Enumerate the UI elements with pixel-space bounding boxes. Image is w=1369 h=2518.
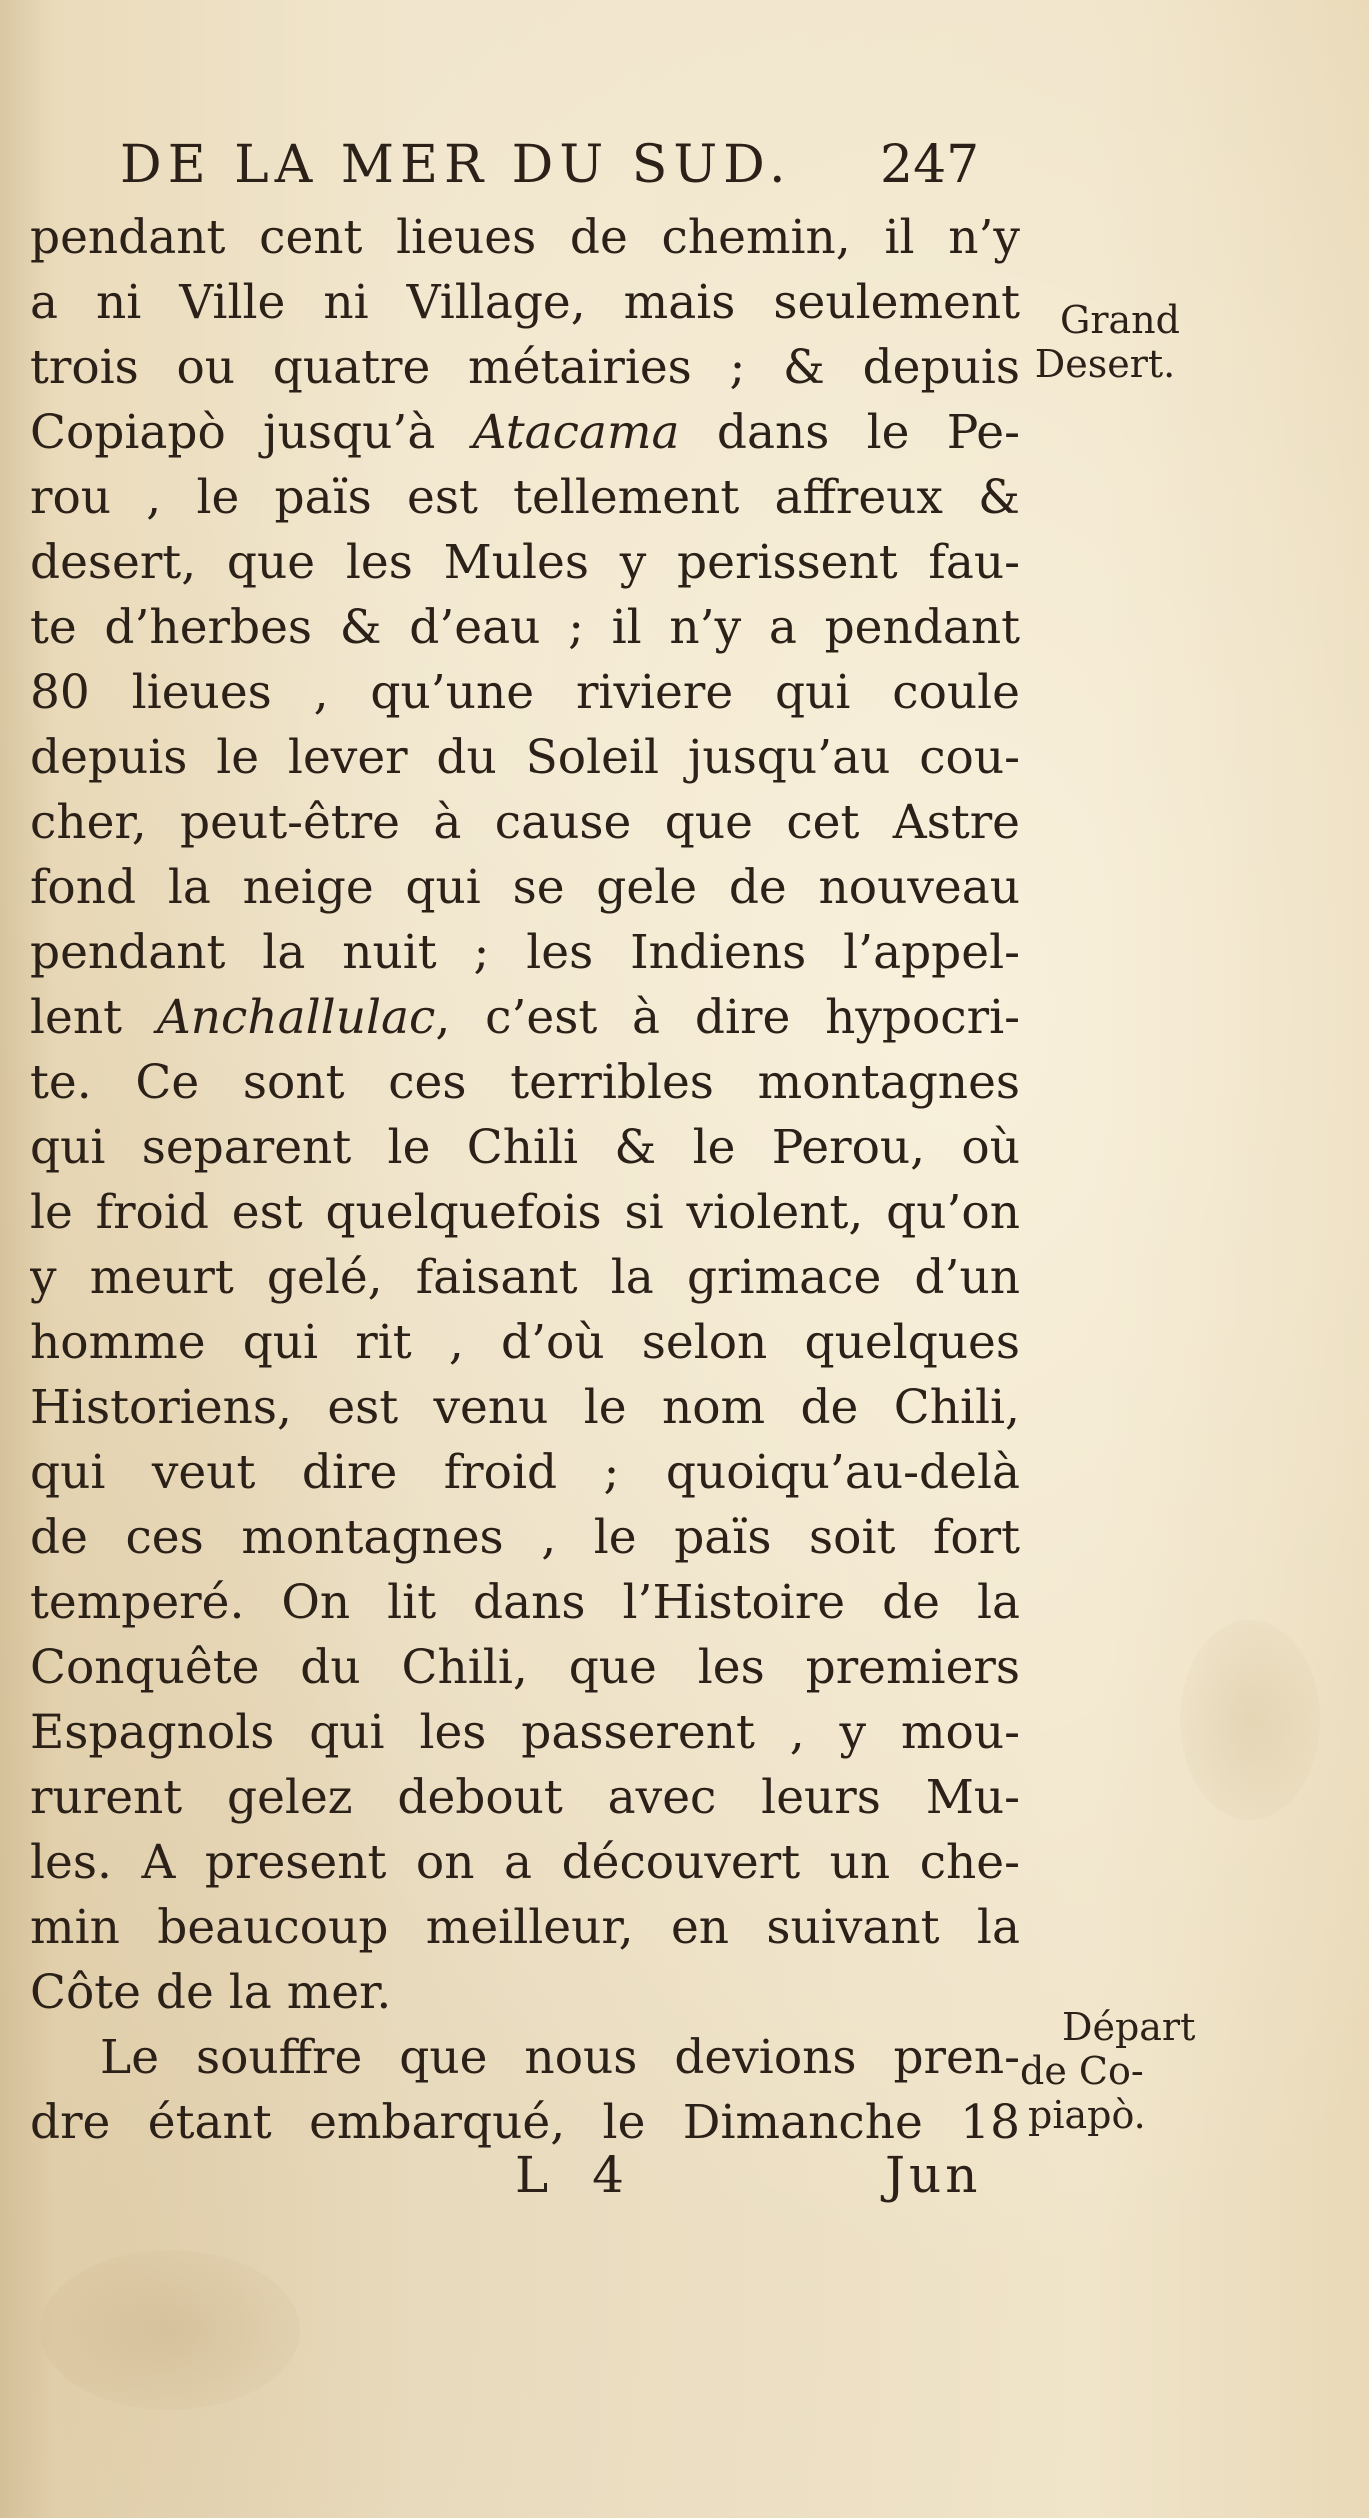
text-segment: de ces montagnes , le païs soit fort: [30, 1510, 1020, 1565]
text-line: [30, 1050, 1020, 1115]
signature-mark: L 4: [515, 2146, 638, 2204]
margin-note-line: de Co-: [1020, 2049, 1144, 2093]
text-line: [30, 1830, 1020, 1895]
margin-note-line: piapò.: [1028, 2093, 1146, 2137]
text-segment: Conquête du Chili, que les premiers: [30, 1640, 1020, 1695]
text-segment: rurent gelez debout avec leurs Mu-: [30, 1770, 1020, 1825]
text-line: [30, 1700, 1020, 1765]
text-segment: a ni Ville ni Village, mais seulement: [30, 275, 1020, 330]
text-line: [30, 985, 1020, 1050]
text-segment: lent: [30, 990, 157, 1045]
text-line: [30, 1245, 1020, 1310]
margin-note-line: Desert.: [1034, 342, 1176, 386]
running-head-title: DE LA MER DU SUD.: [120, 135, 792, 195]
text-segment: , c’est à dire hypocri-: [435, 990, 1020, 1045]
text-segment: 80 lieues , qu’une riviere qui coule: [30, 665, 1020, 720]
text-segment: homme qui rit , d’où selon quelques: [30, 1315, 1020, 1370]
text-segment: cher, peut-être à cause que cet Astre: [30, 795, 1020, 850]
text-segment: desert, que les Mules y perissent fau-: [30, 535, 1020, 590]
margin-note-depart-copiapo: [1020, 2005, 1195, 2137]
text-line: [30, 530, 1020, 595]
text-line: [30, 335, 1020, 400]
page-footer: [0, 2140, 1000, 2210]
paper-stain: [1180, 1620, 1320, 1820]
catchword: Jun: [885, 2146, 982, 2204]
text-line: [30, 920, 1020, 985]
text-line: [30, 1440, 1020, 1505]
text-segment: pendant la nuit ; les Indiens l’appel-: [30, 925, 1020, 980]
text-line: [30, 1895, 1020, 1960]
text-line: [30, 1115, 1020, 1180]
margin-note-grand-desert: [1030, 298, 1180, 386]
text-segment: temperé. On lit dans l’Histoire de la: [30, 1575, 1020, 1630]
text-line: [30, 1180, 1020, 1245]
text-segment: trois ou quatre métairies ; & depuis: [30, 340, 1020, 395]
text-segment: te d’herbes & d’eau ; il n’y a pendant: [30, 600, 1020, 655]
text-segment: le froid est quelquefois si violent, qu’on: [30, 1185, 1020, 1240]
text-line: [30, 595, 1020, 660]
running-head: [0, 130, 1000, 200]
text-segment: Le souffre que nous devions pren-: [100, 2030, 1020, 2085]
text-segment: depuis le lever du Soleil jusqu’au cou-: [30, 730, 1020, 785]
page-number: 247: [880, 135, 980, 195]
text-line: [30, 205, 1020, 270]
text-line: [30, 1960, 1020, 2025]
text-line: [30, 1635, 1020, 1700]
text-line: [30, 2025, 1020, 2090]
text-segment: rou , le païs est tellement affreux &: [30, 470, 1020, 525]
text-line: [30, 1310, 1020, 1375]
text-segment: Espagnols qui les passerent , y mou-: [30, 1705, 1020, 1760]
text-segment: fond la neige qui se gele de nouveau: [30, 860, 1020, 915]
text-segment: dans le Pe-: [679, 405, 1020, 460]
text-segment: dre étant embarqué, le Dimanche 18: [30, 2095, 1020, 2150]
text-segment: Atacama: [472, 405, 680, 460]
text-line: [30, 790, 1020, 855]
text-segment: les. A present on a découvert un che-: [30, 1835, 1020, 1890]
text-segment: te. Ce sont ces terribles montagnes: [30, 1055, 1020, 1110]
margin-note-line: Départ: [1062, 2005, 1196, 2049]
text-segment: pendant cent lieues de chemin, il n’y: [30, 210, 1020, 265]
text-line: [30, 855, 1020, 920]
paper-stain: [40, 2250, 300, 2410]
text-line: [30, 465, 1020, 530]
text-line: [30, 1570, 1020, 1635]
margin-note-line: Grand: [1060, 298, 1180, 342]
text-segment: Côte de la mer.: [30, 1965, 392, 2020]
text-segment: y meurt gelé, faisant la grimace d’un: [30, 1250, 1020, 1305]
text-line: [30, 1375, 1020, 1440]
text-segment: min beaucoup meilleur, en suivant la: [30, 1900, 1020, 1955]
text-segment: Anchallulac: [156, 990, 436, 1045]
text-line: [30, 1505, 1020, 1570]
text-segment: qui separent le Chili & le Perou, où: [30, 1120, 1020, 1175]
text-line: [30, 1765, 1020, 1830]
text-segment: qui veut dire froid ; quoiqu’au-delà: [30, 1445, 1020, 1500]
text-segment: Copiapò jusqu’à: [30, 405, 473, 460]
text-segment: Historiens, est venu le nom de Chili,: [30, 1380, 1020, 1435]
text-line: [30, 270, 1020, 335]
text-line: [30, 660, 1020, 725]
text-line: [30, 725, 1020, 790]
text-line: [30, 400, 1020, 465]
